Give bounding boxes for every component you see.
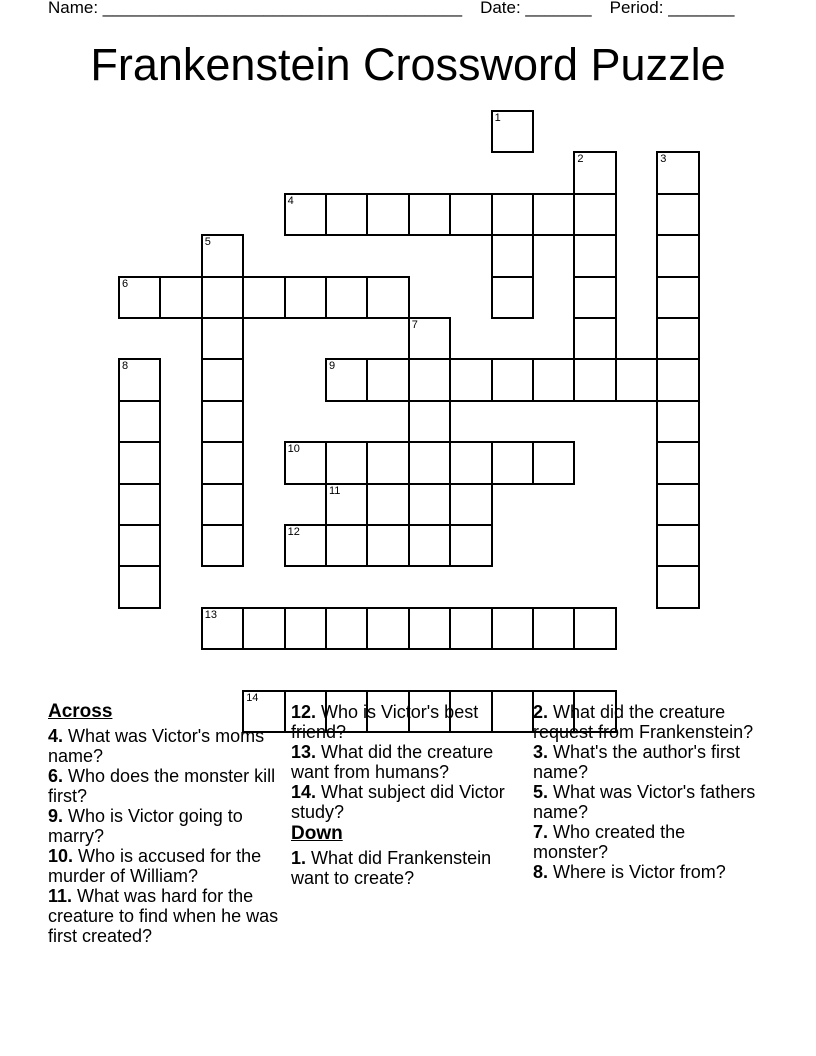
crossword-cell[interactable] — [201, 276, 244, 319]
clue-number: 14. — [291, 782, 317, 802]
crossword-cell[interactable] — [449, 483, 492, 526]
clue-number: 11. — [48, 886, 73, 906]
clue-text: What was Victor's fathers name? — [533, 782, 756, 822]
crossword-cell[interactable] — [366, 607, 409, 650]
clue-text: What was hard for the creature to find when he was first created? — [48, 886, 279, 946]
clue-number: 2. — [533, 702, 549, 722]
crossword-cell[interactable] — [201, 483, 244, 526]
crossword-cell[interactable] — [201, 607, 244, 650]
crossword-cell[interactable] — [408, 193, 451, 236]
cell-number: 9 — [329, 360, 336, 373]
crossword-cell[interactable] — [573, 358, 616, 401]
crossword-cell[interactable] — [201, 317, 244, 360]
cell-number: 3 — [660, 153, 667, 166]
cell-number: 6 — [122, 277, 129, 290]
clue-across-13 — [291, 742, 523, 782]
crossword-cell[interactable] — [408, 524, 451, 567]
clue-text: Where is Victor from? — [553, 862, 726, 882]
crossword-cell[interactable] — [118, 483, 161, 526]
crossword-cell[interactable] — [573, 317, 616, 360]
crossword-cell[interactable] — [159, 276, 202, 319]
clue-text: What did the creature request from Frankenstein? — [533, 702, 754, 742]
crossword-cell[interactable] — [408, 483, 451, 526]
crossword-cell[interactable] — [449, 524, 492, 567]
crossword-cell[interactable] — [573, 234, 616, 277]
crossword-cell[interactable] — [366, 524, 409, 567]
crossword-cell[interactable] — [491, 607, 534, 650]
crossword-cell[interactable] — [532, 193, 575, 236]
clue-down-1 — [291, 848, 523, 888]
clue-text: What did Frankenstein want to create? — [291, 848, 492, 888]
clue-number: 12. — [291, 702, 317, 722]
crossword-cell[interactable] — [615, 358, 658, 401]
clues-column-3 — [533, 702, 763, 882]
crossword-cell[interactable] — [201, 524, 244, 567]
cell-number: 12 — [287, 526, 300, 538]
crossword-cell[interactable] — [118, 524, 161, 567]
clue-across-11 — [48, 886, 280, 946]
crossword-cell[interactable] — [201, 234, 244, 277]
crossword-cell[interactable] — [325, 358, 368, 401]
clue-number: 5. — [533, 782, 549, 802]
clue-number: 1. — [291, 848, 307, 868]
crossword-cell[interactable] — [366, 358, 409, 401]
clue-across-6 — [48, 766, 280, 806]
clue-number: 4. — [48, 726, 64, 746]
crossword-cell[interactable] — [118, 565, 161, 608]
clue-text: What was Victor's moms name? — [48, 726, 265, 766]
crossword-cell[interactable] — [325, 441, 368, 484]
clues-column-1 — [48, 702, 280, 946]
crossword-cell[interactable] — [656, 276, 699, 319]
down-heading: Down — [291, 823, 343, 844]
crossword-cell[interactable] — [284, 524, 327, 567]
crossword-cell[interactable] — [656, 234, 699, 277]
clue-down-5 — [533, 782, 763, 822]
crossword-cell[interactable] — [325, 607, 368, 650]
crossword-cell[interactable] — [532, 441, 575, 484]
crossword-cell[interactable] — [449, 193, 492, 236]
crossword-cell[interactable] — [118, 276, 161, 319]
clue-text: What's the author's first name? — [533, 742, 740, 782]
crossword-cell[interactable] — [532, 607, 575, 650]
clue-down-8 — [533, 862, 763, 882]
crossword-cell[interactable] — [656, 193, 699, 236]
crossword-cell[interactable] — [491, 110, 534, 153]
crossword-cell[interactable] — [408, 358, 451, 401]
crossword-cell[interactable] — [118, 400, 161, 443]
clue-text: Who is Victor's best friend? — [291, 702, 479, 742]
crossword-cell[interactable] — [325, 276, 368, 319]
across-heading: Across — [48, 701, 113, 722]
clue-down-2 — [533, 702, 763, 742]
clue-text: What did the creature want from humans? — [291, 742, 494, 782]
crossword-cell[interactable] — [118, 358, 161, 401]
cell-number: 10 — [287, 443, 300, 456]
crossword-cell[interactable] — [656, 317, 699, 360]
crossword-cell[interactable] — [656, 400, 699, 443]
cell-number: 5 — [204, 236, 211, 249]
cell-number: 11 — [329, 484, 341, 497]
crossword-cell[interactable] — [201, 358, 244, 401]
clue-text: Who does the monster kill first? — [48, 766, 276, 806]
clue-number: 10. — [48, 846, 74, 866]
crossword-cell[interactable] — [201, 400, 244, 443]
cell-number: 13 — [204, 608, 218, 621]
crossword-cell[interactable] — [656, 441, 699, 484]
crossword-cell[interactable] — [573, 276, 616, 319]
cell-number: 4 — [287, 194, 294, 207]
page-title: Frankenstein Crossword Puzzle — [90, 39, 726, 90]
crossword-cell[interactable] — [366, 483, 409, 526]
clue-down-7 — [533, 822, 763, 862]
crossword-cell[interactable] — [408, 607, 451, 650]
cell-number: 8 — [122, 360, 129, 373]
clue-text: Who is Victor going to marry? — [48, 806, 243, 846]
cell-number: 14 — [246, 691, 259, 704]
clue-text: Who created the monster? — [533, 822, 686, 862]
clue-across-4 — [48, 726, 280, 766]
clue-text: What subject did Victor study? — [291, 782, 505, 822]
clues-column-2 — [291, 702, 523, 888]
crossword-cell[interactable] — [491, 193, 534, 236]
crossword-cell[interactable] — [449, 358, 492, 401]
period-field: Period: _______ — [609, 0, 735, 17]
crossword-cell[interactable] — [118, 441, 161, 484]
crossword-cell[interactable] — [284, 441, 327, 484]
crossword-cell[interactable] — [532, 358, 575, 401]
crossword-cell[interactable] — [201, 441, 244, 484]
crossword-cell[interactable] — [366, 276, 409, 319]
crossword-cell[interactable] — [656, 151, 699, 194]
name-field: Name: ______________________________________ — [48, 0, 463, 17]
crossword-cell[interactable] — [491, 276, 534, 319]
crossword-cell[interactable] — [573, 151, 616, 194]
crossword-cell[interactable] — [284, 276, 327, 319]
crossword-cell[interactable] — [408, 441, 451, 484]
clue-across-9 — [48, 806, 280, 846]
cell-number: 2 — [577, 153, 584, 166]
crossword-cell[interactable] — [408, 317, 451, 360]
crossword-cell[interactable] — [656, 524, 699, 567]
clue-down-3 — [533, 742, 763, 782]
crossword-cell[interactable] — [366, 441, 409, 484]
crossword-cell[interactable] — [656, 358, 699, 401]
crossword-cell[interactable] — [242, 607, 285, 650]
crossword-cell[interactable] — [408, 400, 451, 443]
crossword-cell[interactable] — [242, 276, 285, 319]
clue-number: 8. — [533, 862, 549, 882]
clue-across-14 — [291, 782, 523, 822]
date-field: Date: _______ — [480, 0, 592, 17]
clue-number: 7. — [533, 822, 549, 842]
clue-text: Who is accused for the murder of William? — [48, 846, 262, 886]
crossword-cell[interactable] — [656, 483, 699, 526]
crossword-cell[interactable] — [284, 193, 327, 236]
crossword-cell[interactable] — [449, 607, 492, 650]
clue-number: 3. — [533, 742, 549, 762]
clue-number: 6. — [48, 766, 64, 786]
clue-across-10 — [48, 846, 280, 886]
crossword-cell[interactable] — [573, 607, 616, 650]
clue-number: 9. — [48, 806, 64, 826]
crossword-cell[interactable] — [449, 441, 492, 484]
crossword-cell[interactable] — [325, 524, 368, 567]
crossword-cell[interactable] — [325, 193, 368, 236]
crossword-cell[interactable] — [284, 607, 327, 650]
clue-number: 13. — [291, 742, 317, 762]
cell-number: 1 — [494, 112, 501, 124]
crossword-cell[interactable] — [656, 565, 699, 608]
cell-number: 7 — [411, 319, 418, 331]
crossword-cell[interactable] — [491, 441, 534, 484]
crossword-cell[interactable] — [366, 193, 409, 236]
clue-across-12 — [291, 702, 523, 742]
crossword-cell[interactable] — [491, 358, 534, 401]
crossword-cell[interactable] — [491, 234, 534, 277]
crossword-cell[interactable] — [573, 193, 616, 236]
crossword-cell[interactable] — [325, 483, 368, 526]
